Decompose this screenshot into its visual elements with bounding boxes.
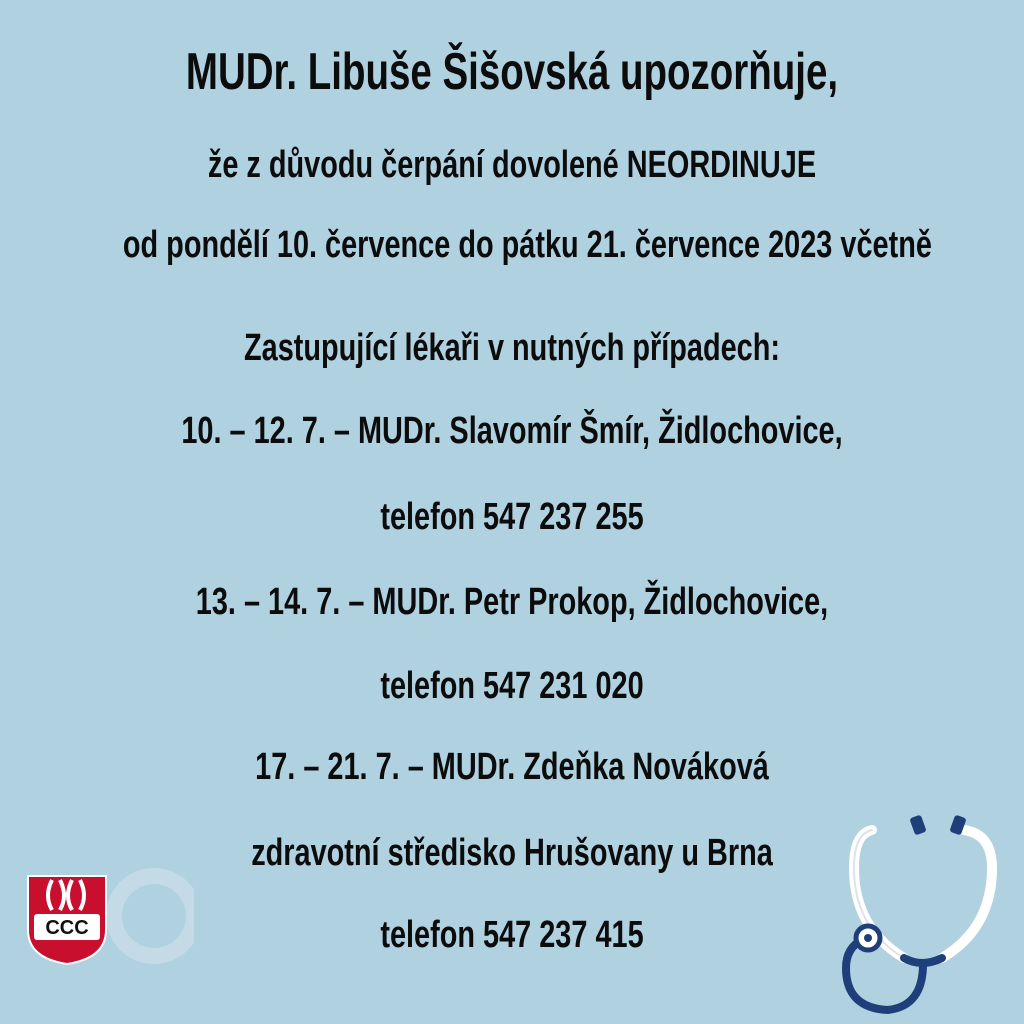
substitute-2-name: 13. – 14. 7. – MUDr. Petr Prokop, Židlochovice, [195, 581, 829, 623]
substitute-1-phone: telefon 547 237 255 [380, 496, 644, 538]
substitute-3-phone: telefon 547 237 415 [380, 914, 644, 956]
crest-logo [24, 868, 194, 968]
substitute-2-phone: telefon 547 231 020 [380, 665, 644, 707]
substitute-1-name: 10. – 12. 7. – MUDr. Slavomír Šmír, Židlochovice, [181, 410, 843, 452]
stethoscope-icon [832, 808, 1012, 1018]
substitute-3-location: zdravotní středisko Hrušovany u Brna [251, 832, 773, 874]
notice-heading: MUDr. Libuše Šišovská upozorňuje, [185, 43, 839, 101]
substitute-3-name: 17. – 21. 7. – MUDr. Zdeňka Nováková [255, 746, 769, 788]
crest-text: CCC [45, 917, 89, 939]
notice-reason: že z důvodu čerpání dovolené NEORDINUJE [207, 144, 817, 186]
substitutes-title: Zastupující lékaři v nutných případech: [243, 327, 780, 369]
notice-period: od pondělí 10. července do pátku 21. července 2023 včetně [122, 224, 932, 266]
